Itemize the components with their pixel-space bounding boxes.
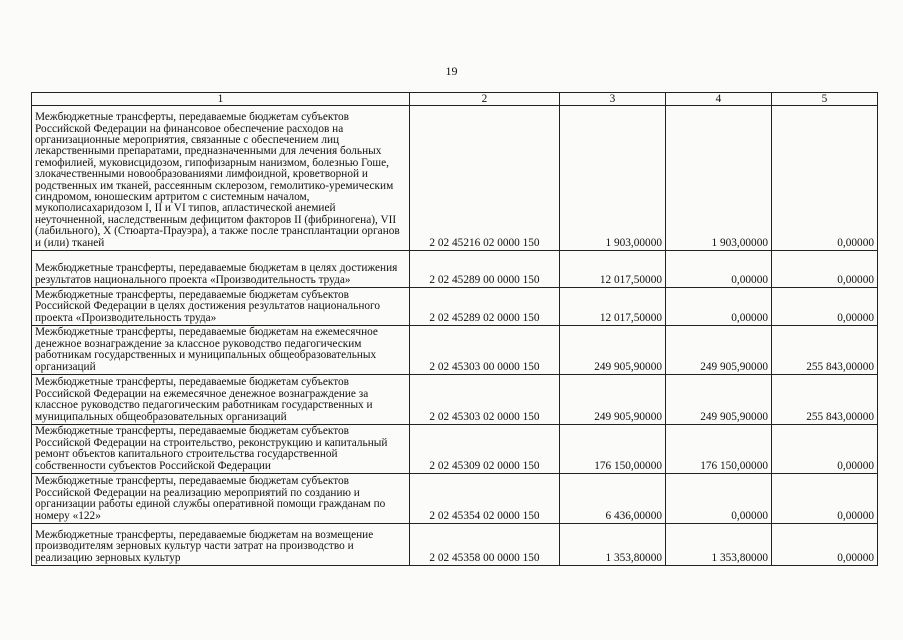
table-row [32, 106, 878, 251]
row-code: 2 02 45303 00 0000 150 [410, 326, 560, 375]
row-description: Межбюджетные трансферты, передаваемые бюджетам на ежемесячное денежное вознаграждение за классное руководство педагогическим работникам государственных и муниципальных общеобразовательных организаций [32, 326, 410, 375]
row-value-5: 255 843,00000 [772, 375, 878, 425]
row-value-5: 0,00000 [772, 251, 878, 288]
row-code: 2 02 45358 00 0000 150 [410, 524, 560, 566]
table-row [32, 251, 878, 288]
row-description: Межбюджетные трансферты, передаваемые бюджетам субъектов Российской Федерации в целях достижения результатов национального проекта «Производительность труда» [32, 288, 410, 326]
row-code: 2 02 45289 00 0000 150 [410, 251, 560, 288]
row-code: 2 02 45354 02 0000 150 [410, 474, 560, 524]
row-description: Межбюджетные трансферты, передаваемые бюджетам в целях достижения результатов национального проекта «Производительность труда» [32, 251, 410, 288]
row-value-4: 0,00000 [666, 474, 772, 524]
row-value-5: 0,00000 [772, 106, 878, 251]
row-value-3: 12 017,50000 [560, 288, 666, 326]
row-value-3: 12 017,50000 [560, 251, 666, 288]
row-value-4: 1 903,00000 [666, 106, 772, 251]
row-value-3: 6 436,00000 [560, 474, 666, 524]
row-value-3: 176 150,00000 [560, 425, 666, 474]
row-description: Межбюджетные трансферты, передаваемые бюджетам на возмещение производителям зерновых культур части затрат на производство и реализацию зерновых культур [32, 524, 410, 566]
table-row [32, 375, 878, 425]
row-code: 2 02 45309 02 0000 150 [410, 425, 560, 474]
row-value-3: 1 903,00000 [560, 106, 666, 251]
row-value-4: 249 905,90000 [666, 326, 772, 375]
row-value-3: 249 905,90000 [560, 375, 666, 425]
row-value-3: 1 353,80000 [560, 524, 666, 566]
row-code: 2 02 45303 02 0000 150 [410, 375, 560, 425]
row-value-4: 1 353,80000 [666, 524, 772, 566]
row-value-5: 0,00000 [772, 425, 878, 474]
page-number: 19 [445, 64, 458, 78]
row-description: Межбюджетные трансферты, передаваемые бюджетам субъектов Российской Федерации на финансовое обеспечение расходов на организационные мероприятия, связанные с обеспечением лиц лекарственными препаратами, предназначенными для лечения больных гемофилией, муковисцидозом, гипофизарным нанизмом, болезнью Гоше, злокачественными новообразованиями лимфоидной, кроветворной и родственных им тканей, рассеянным склерозом, гемолитико-уремическим синдромом, юношеским артритом с системным началом, мукополисахаридозом I, II и VI типов, апластической анемией неуточненной, наследственным дефицитом факторов II (фибриногена), VII (лабильного), X (Стюарта-Прауэра), а также после трансплантации органов и (или) тканей [32, 106, 410, 251]
row-code: 2 02 45216 02 0000 150 [410, 106, 560, 251]
column-header-2: 2 [410, 93, 560, 106]
table-row [32, 524, 878, 566]
column-header-3: 3 [560, 93, 666, 106]
table-row [32, 474, 878, 524]
table-row [32, 288, 878, 326]
row-value-3: 249 905,90000 [560, 326, 666, 375]
row-value-4: 176 150,00000 [666, 425, 772, 474]
table-header-row [32, 93, 878, 106]
row-value-4: 249 905,90000 [666, 375, 772, 425]
row-description: Межбюджетные трансферты, передаваемые бюджетам субъектов Российской Федерации на реализацию мероприятий по созданию и организации работы единой службы оперативной помощи гражданам по номеру «122» [32, 474, 410, 524]
column-header-4: 4 [666, 93, 772, 106]
table-row [32, 425, 878, 474]
row-value-5: 0,00000 [772, 288, 878, 326]
row-value-5: 255 843,00000 [772, 326, 878, 375]
row-value-4: 0,00000 [666, 288, 772, 326]
row-value-5: 0,00000 [772, 524, 878, 566]
row-value-5: 0,00000 [772, 474, 878, 524]
column-header-5: 5 [772, 93, 878, 106]
row-description: Межбюджетные трансферты, передаваемые бюджетам субъектов Российской Федерации на строительство, реконструкцию и капитальный ремонт объектов капитального строительства государственной собственности субъектов Российской Федерации [32, 425, 410, 474]
table-row [32, 326, 878, 375]
column-header-1: 1 [32, 93, 410, 106]
budget-table [31, 92, 878, 566]
row-description: Межбюджетные трансферты, передаваемые бюджетам субъектов Российской Федерации на ежемесячное денежное вознаграждение за классное руководство педагогическим работникам государственных и муниципальных общеобразовательных организаций [32, 375, 410, 425]
row-code: 2 02 45289 02 0000 150 [410, 288, 560, 326]
row-value-4: 0,00000 [666, 251, 772, 288]
